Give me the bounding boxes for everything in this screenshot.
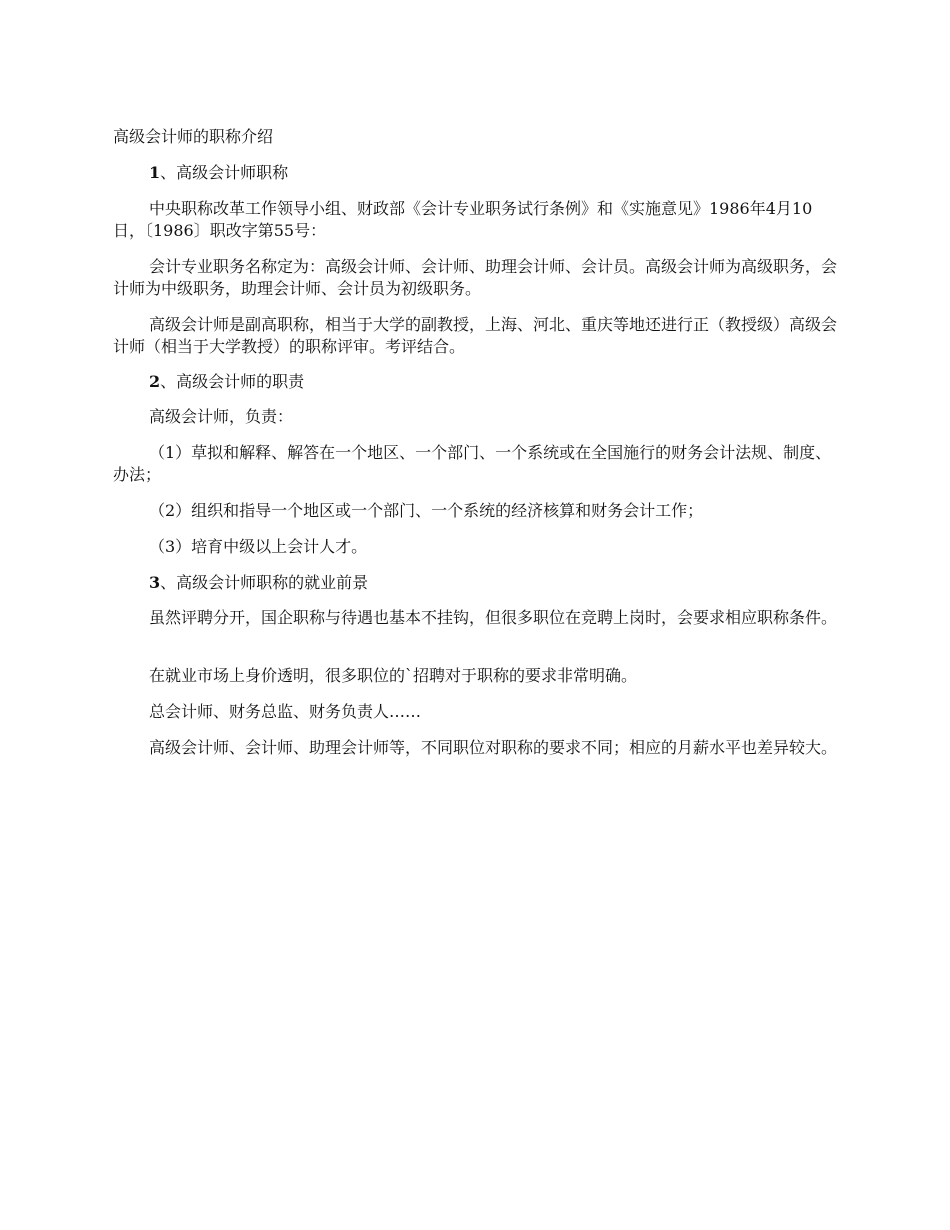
section-number: 1: [149, 163, 161, 182]
document-page: [113, 0, 840, 1230]
section-heading-text: 、高级会计师职称: [160, 163, 289, 182]
paragraph: 会计专业职务名称定为：高级会计师、会计师、助理会计师、会计员。高级会计师为高级职务，会计师为中级职务，助理会计师、会计员为初级职务。: [113, 257, 838, 298]
list-item: （3）培育中级以上会计人才。: [149, 537, 368, 556]
section-heading-text: 、高级会计师职称的就业前景: [160, 573, 369, 592]
list-item: （2）组织和指导一个地区或一个部门、一个系统的经济核算和财务会计工作；: [149, 501, 704, 520]
section-number: 2: [149, 372, 161, 391]
list-item: （1）草拟和解释、解答在一个地区、一个部门、一个系统或在全国施行的财务会计法规、制度、办法；: [113, 443, 832, 484]
section-heading-2: [113, 371, 840, 393]
paragraph: 中央职称改革工作领导小组、财政部《会计专业职务试行条例》和《实施意见》1986年4月10日，〔1986〕职改字第55号：: [113, 199, 813, 240]
section-heading-1: [113, 162, 840, 184]
section-heading-text: 、高级会计师的职责: [160, 372, 305, 391]
paragraph: 虽然评聘分开，国企职称与待遇也基本不挂钩，但很多职位在竞聘上岗时，会要求相应职称条件。: [149, 608, 838, 627]
paragraph: 总会计师、财务总监、财务负责人……: [149, 702, 422, 721]
paragraph: 高级会计师是副高职称，相当于大学的副教授，上海、河北、重庆等地还进行正（教授级）高级会计师（相当于大学教授）的职称评审。考评结合。: [113, 315, 838, 356]
paragraph: 在就业市场上身价透明，很多职位的`招聘对于职称的要求非常明确。: [149, 666, 638, 685]
section-heading-3: [113, 572, 840, 594]
document-title: 高级会计师的职称介绍: [113, 127, 274, 146]
paragraph: 高级会计师，负责：: [149, 407, 294, 426]
section-number: 3: [149, 573, 161, 592]
paragraph: 高级会计师、会计师、助理会计师等，不同职位对职称的要求不同；相应的月薪水平也差异较大。: [149, 738, 838, 757]
